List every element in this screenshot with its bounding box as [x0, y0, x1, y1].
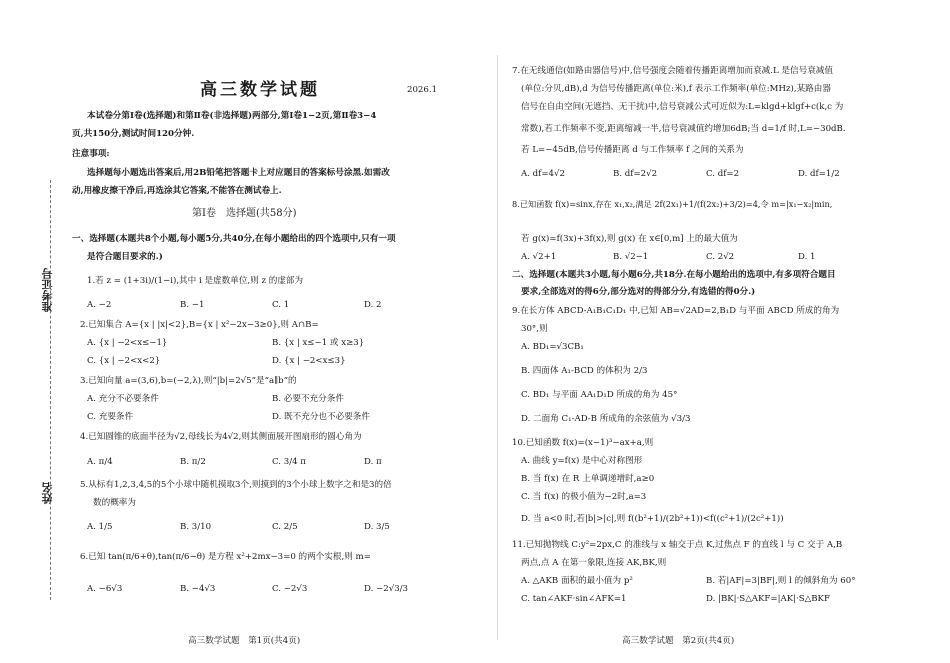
q10-option-b: B. 当 f(x) 在 R 上单调递增时,a≥0 — [521, 474, 655, 484]
q8-option-d: D. 1 — [798, 252, 816, 262]
q4-option-a: A. π/4 — [87, 457, 113, 467]
q6-stem: 6.已知 tan(π/6+θ),tan(π/6−θ) 是方程 x²+2mx−3=0 的两个实根,则 m= — [80, 552, 371, 562]
q1-option-d: D. 2 — [364, 300, 382, 310]
q11-option-b: B. 若|AF|=3|BF|,则 l 的倾斜角为 60° — [706, 576, 856, 586]
q1-option-b: B. −1 — [180, 300, 205, 310]
intro-line-1: 本试卷分第Ⅰ卷(选择题)和第Ⅱ卷(非选择题)两部分,第Ⅰ卷1−2页,第Ⅱ卷3−4 — [87, 111, 377, 121]
q6-option-c: C. −2√3 — [272, 584, 308, 594]
q4-option-c: C. 3/4 π — [272, 457, 306, 467]
section1-heading-1: 一、选择题(本题共8个小题,每小题5分,共40分,在每小题给出的四个选项中,只有一项 — [72, 234, 396, 244]
q7-option-d: D. df=1/2 — [798, 169, 840, 179]
q11-line-2: 两点,点 A 在第一象限,连接 AK,BK,则 — [521, 558, 667, 568]
q5-stem-1: 5.从标有1,2,3,4,5的5个小球中随机摸取3个,则摸到的3个小球上数字之和是3的倍 — [80, 480, 392, 490]
q10-option-d: D. 当 a<0 时,若|b|>|c|,则 f((b²+1)/(2b²+1))<f((c²+1)/(2c²+1)) — [521, 514, 784, 524]
q9-option-c: C. BD₁ 与平面 AA₁D₁D 所成的角为 45° — [521, 390, 678, 400]
q11-option-a: A. △AKB 面积的最小值为 p² — [521, 576, 633, 586]
notice-title: 注意事项: — [72, 149, 110, 159]
q11-option-c: C. tan∠AKF·sin∠AFK=1 — [521, 594, 627, 604]
q2-option-b: B. {x | x≤−1 或 x≥3} — [272, 338, 365, 348]
page-divider — [497, 55, 498, 640]
q5-stem-2: 数的概率为 — [93, 498, 136, 508]
q10-option-c: C. 当 f(x) 的极小值为−2时,a=3 — [521, 492, 647, 502]
q1-stem: 1.若 z = (1+3i)/(1−i),其中 i 是虚数单位,则 z 的虚部为 — [87, 276, 304, 286]
q2-option-d: D. {x | −2<x≤3} — [272, 356, 346, 366]
student-name-label: 姓名 — [41, 482, 54, 504]
q3-option-b: B. 必要不充分条件 — [272, 394, 344, 404]
q4-option-b: B. π/2 — [180, 457, 206, 467]
q6-option-d: D. −2√3/3 — [364, 584, 409, 594]
q3-option-d: D. 既不充分也不必要条件 — [272, 412, 370, 422]
q5-option-b: B. 3/10 — [180, 522, 212, 532]
q5-option-d: D. 3/5 — [364, 522, 390, 532]
q11-option-d: D. |BK|·S△AKF=|AK|·S△BKF — [706, 594, 830, 604]
q3-stem: 3.已知向量 a=(3,6),b=(−2,λ),则“|b|=2√5”是“a∥b”的 — [80, 376, 297, 386]
q4-option-d: D. π — [364, 457, 382, 467]
q7-line-3: 信号在自由空间(无遮挡、无干扰)中,信号衰减公式可近似为:L=klgd+klgf+c(k,c 为 — [521, 102, 844, 112]
q7-line-2: (单位:分贝,dB),d 为信号传播距离(单位:米),f 表示工作频率(单位:MHz),某路由器 — [521, 84, 831, 94]
q6-option-a: A. −6√3 — [87, 584, 123, 594]
q8-line-1: 8.已知函数 f(x)=sinx,存在 x₁,x₂,满足 2f(2x₁)+1/(f(2x₂)+3/2)=4,令 m=|x₁−x₂|min, — [512, 199, 833, 209]
exam-number-label: 准考证号 — [41, 268, 54, 312]
q4-stem: 4.已知圆锥的底面半径为√2,母线长为4√2,则其侧面展开图扇形的圆心角为 — [80, 432, 362, 442]
seal-line — [50, 180, 51, 600]
part-title: 第Ⅰ卷 选择题(共58分) — [192, 208, 297, 219]
q9-option-a: A. BD₁=√3CB₁ — [521, 342, 584, 352]
q9-line-2: 30°,则 — [521, 324, 548, 334]
q6-option-b: B. −4√3 — [180, 584, 216, 594]
q7-option-a: A. df=4√2 — [521, 169, 565, 179]
notice-line-2: 动,用橡皮擦干净后,再选涂其它答案,不能答在测试卷上. — [72, 186, 282, 196]
q10-option-a: A. 曲线 y=f(x) 是中心对称图形 — [521, 456, 643, 466]
q3-option-a: A. 充分不必要条件 — [87, 394, 159, 404]
right-footer: 高三数学试题 第2页(共4页) — [622, 636, 735, 646]
section1-heading-2: 是符合题目要求的.) — [87, 252, 163, 262]
q10-stem: 10.已知函数 f(x)=(x−1)³−ax+a,则 — [512, 438, 654, 448]
q7-line-4: 常数),若工作频率不变,距离缩减一半,信号衰减值约增加6dB;当 d=1/f 时,L=−30dB. — [521, 124, 846, 134]
intro-line-2: 页,共150分,测试时间120分钟. — [72, 129, 195, 139]
q7-line-5: 若 L=−45dB,信号传播距离 d 与工作频率 f 之间的关系为 — [521, 145, 744, 155]
q3-option-c: C. 充要条件 — [87, 412, 134, 422]
q8-line-2: 若 g(x)=f(3x)+3f(x),则 g(x) 在 x∈[0,m] 上的最大值为 — [521, 234, 738, 244]
section2-heading-1: 二、选择题(本题共3小题,每小题6分,共18分.在每小题给出的选项中,有多项符合题目 — [512, 270, 836, 280]
q9-option-b: B. 四面体 A₁-BCD 的体积为 2/3 — [521, 366, 648, 376]
section2-heading-2: 要求,全部选对的得6分,部分选对的得部分分,有选错的得0分.) — [521, 287, 756, 297]
q1-option-c: C. 1 — [272, 300, 290, 310]
q8-option-a: A. √2+1 — [521, 252, 557, 262]
q2-stem: 2.已知集合 A={x | |x|<2},B={x | x²−2x−3≥0},则 A∩B= — [80, 320, 319, 330]
page-title: 高三数学试题 — [200, 80, 320, 100]
exam-date: 2026.1 — [407, 85, 438, 95]
q8-option-b: B. √2−1 — [613, 252, 649, 262]
q8-option-c: C. 2√2 — [706, 252, 735, 262]
q2-option-a: A. {x | −2<x≤−1} — [87, 338, 168, 348]
q9-line-1: 9.在长方体 ABCD-A₁B₁C₁D₁ 中,已知 AB=√2AD=2,B₁D 与平面 ABCD 所成的角为 — [512, 306, 840, 316]
q1-option-a: A. −2 — [87, 300, 112, 310]
q5-option-a: A. 1/5 — [87, 522, 113, 532]
q11-line-1: 11.已知抛物线 C:y²=2px,C 的准线与 x 轴交于点 K,过焦点 F 的直线 l 与 C 交于 A,B — [512, 540, 843, 550]
q7-option-b: B. df=2√2 — [613, 169, 658, 179]
q9-option-d: D. 二面角 C₁-AD-B 所成角的余弦值为 √3/3 — [521, 414, 691, 424]
left-footer: 高三数学试题 第1页(共4页) — [188, 636, 301, 646]
q7-line-1: 7.在无线通信(如路由器信号)中,信号强度会随着传播距离增加而衰减.L 是信号衰减值 — [512, 66, 833, 76]
notice-line-1: 选择题每小题选出答案后,用2B铅笔把答题卡上对应题目的答案标号涂黑.如需改 — [87, 168, 390, 178]
q5-option-c: C. 2/5 — [272, 522, 298, 532]
q7-option-c: C. df=2 — [706, 169, 740, 179]
q2-option-c: C. {x | −2<x<2} — [87, 356, 161, 366]
